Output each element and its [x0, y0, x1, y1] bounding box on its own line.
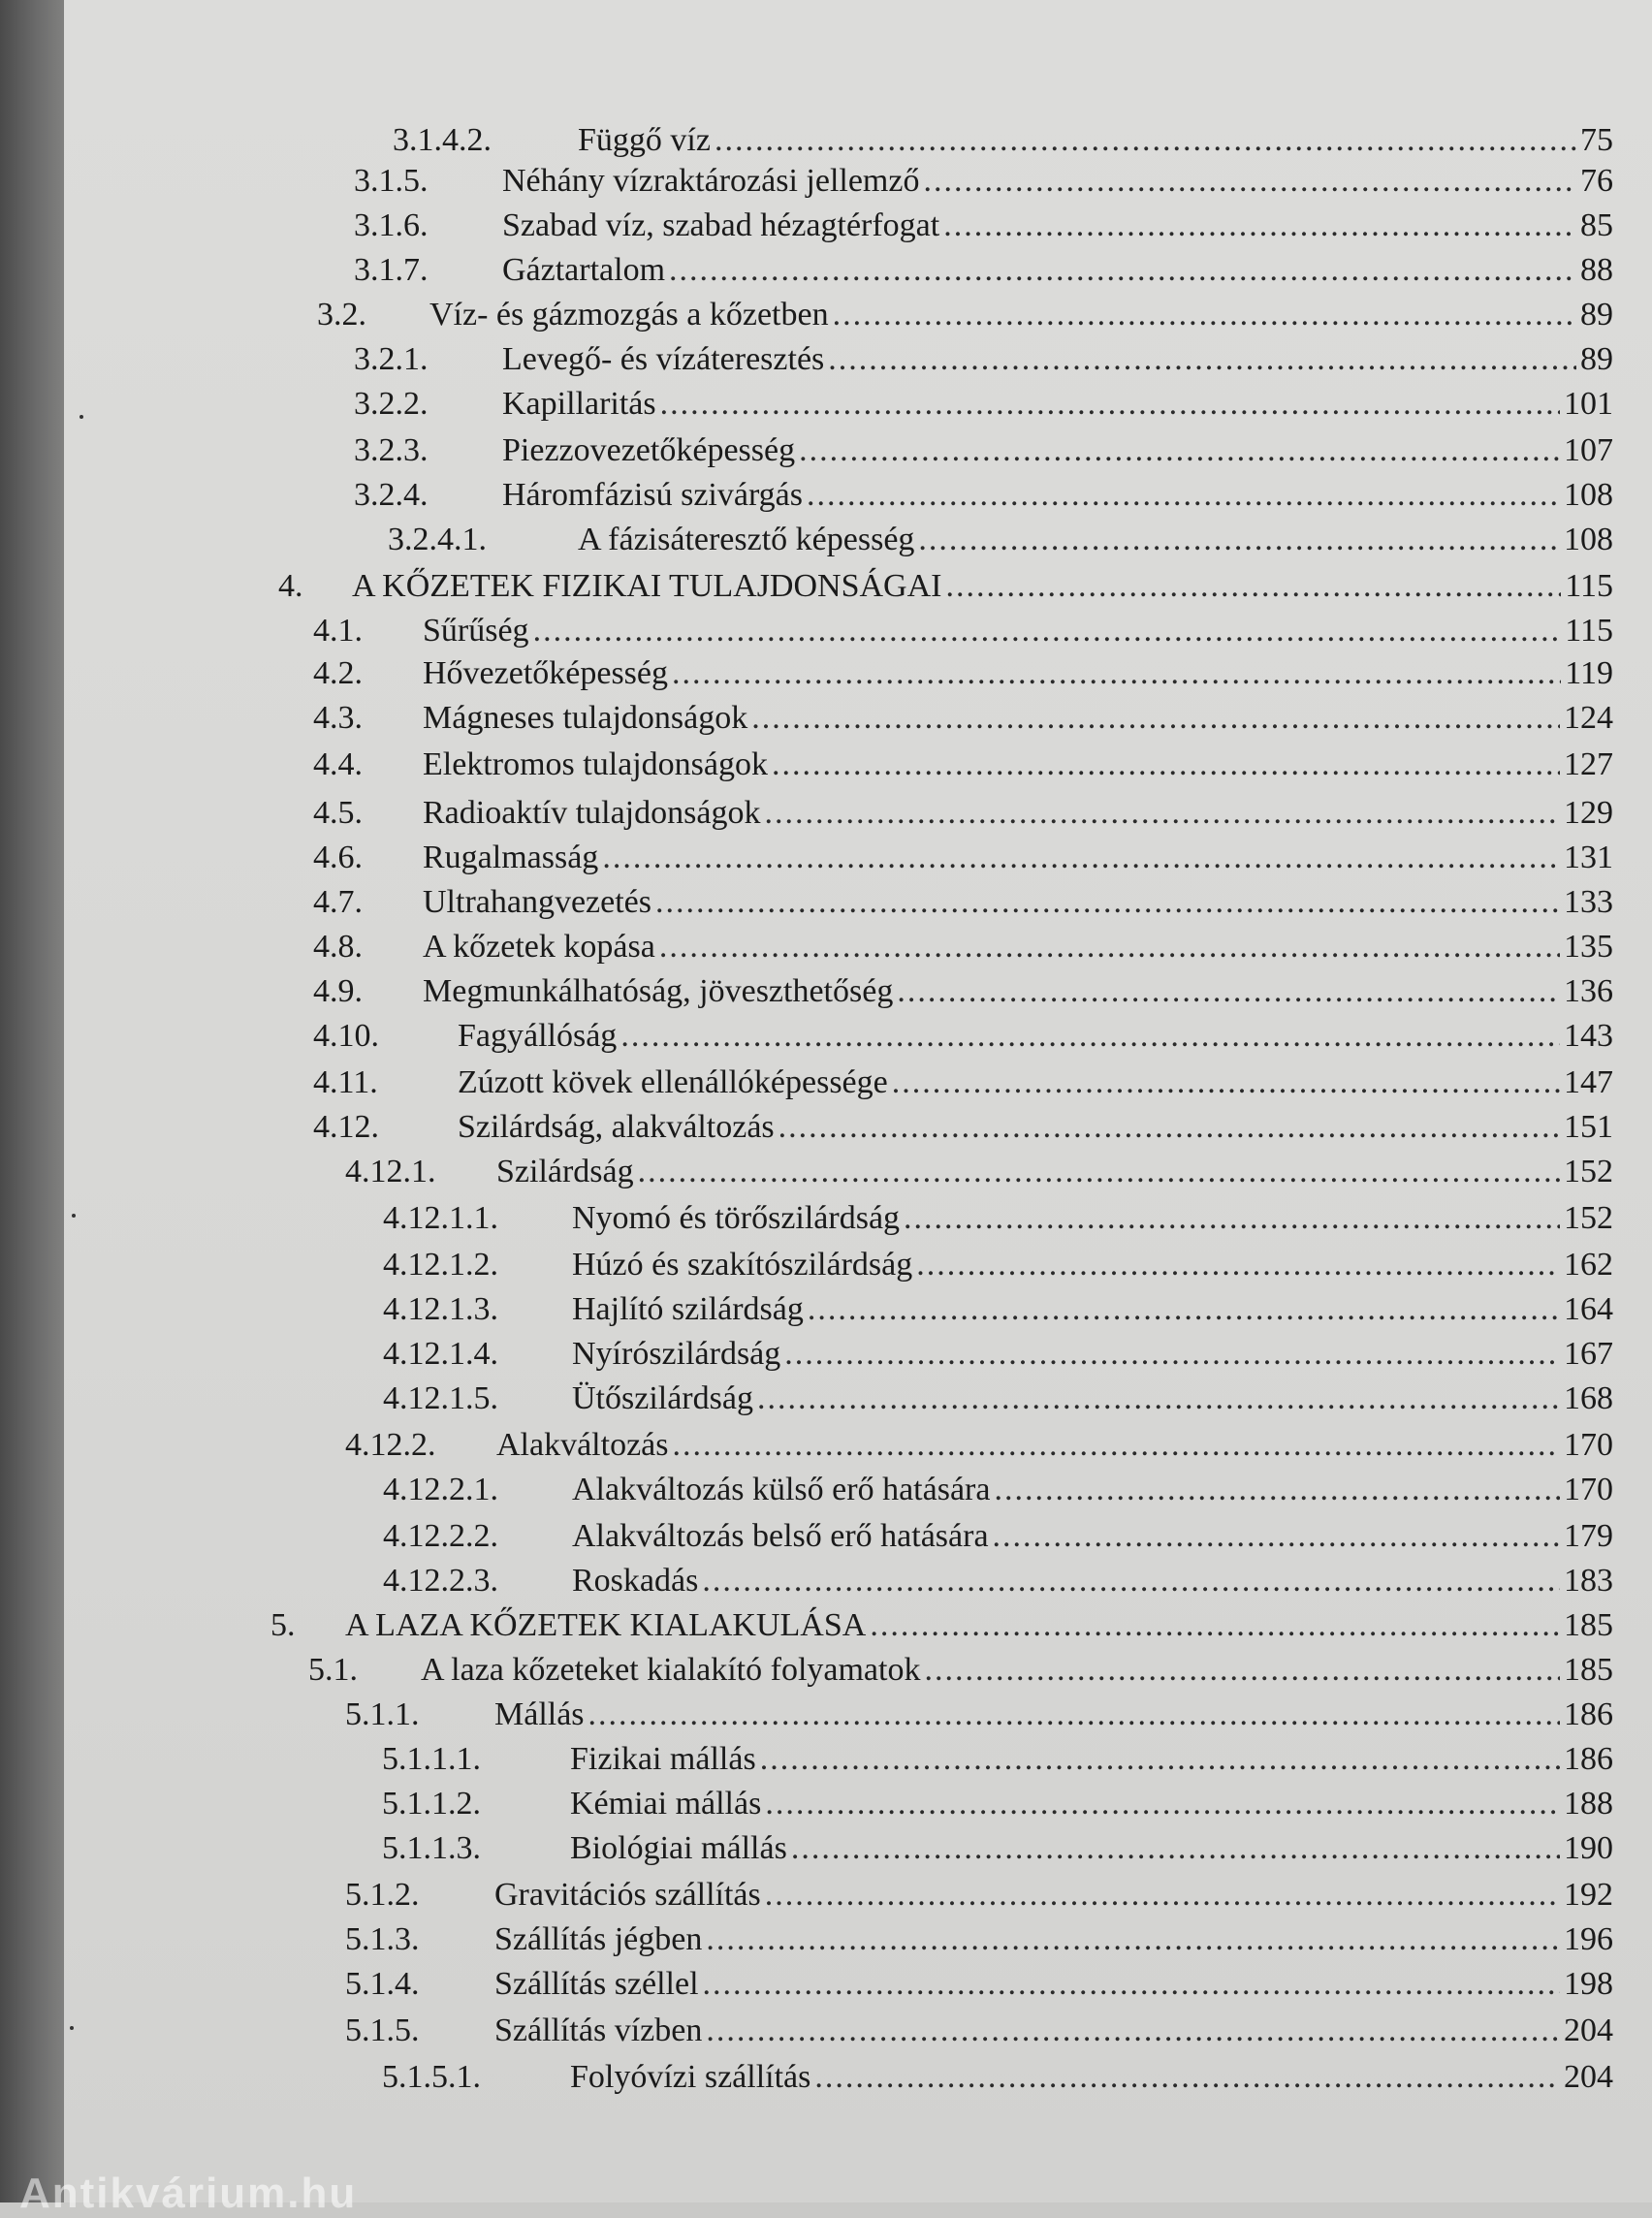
toc-entry — [383, 1287, 1613, 1332]
toc-entry — [345, 1962, 1613, 2007]
toc-entry-number: 4.11. — [313, 1064, 378, 1100]
toc-entry-page: 204 — [1564, 2012, 1613, 2048]
toc-entry — [354, 428, 1613, 473]
toc-entry-page: 143 — [1564, 1018, 1613, 1054]
toc-entry-page: 152 — [1564, 1154, 1613, 1189]
toc-entry-page: 115 — [1565, 613, 1613, 649]
toc-entry-page: 127 — [1564, 746, 1613, 782]
toc-entry-title: Szállítás jégben — [494, 1921, 703, 1957]
toc-entry-page: 129 — [1564, 795, 1613, 831]
toc-entry-title: Hővezetőképesség — [423, 655, 669, 691]
toc-entry-page: 85 — [1580, 207, 1613, 243]
toc-entry-number: 4.12.2.1. — [383, 1472, 498, 1507]
toc-entry-number: 4.12.1.4. — [383, 1336, 498, 1372]
toc-dot-leader — [672, 651, 1561, 696]
toc-dot-leader — [703, 1962, 1560, 2007]
toc-dot-leader — [702, 1559, 1560, 1603]
toc-entry-number: 4.6. — [313, 840, 363, 875]
toc-dot-leader — [828, 337, 1576, 382]
toc-entry-title: Mállás — [494, 1696, 585, 1732]
toc-dot-leader — [620, 1014, 1560, 1059]
toc-entry — [383, 1468, 1613, 1512]
toc-dot-leader — [993, 1514, 1560, 1559]
toc-entry-title: Kémiai mállás — [570, 1786, 762, 1822]
toc-dot-leader — [870, 1603, 1560, 1648]
toc-entry — [383, 1243, 1613, 1287]
toc-entry-title: Ultrahangvezetés — [423, 884, 651, 920]
toc-entry — [382, 1737, 1613, 1782]
toc-entry-number: 3.2.1. — [354, 341, 429, 377]
watermark-text: Antikvárium.hu — [19, 2170, 358, 2217]
toc-entry — [278, 564, 1613, 609]
toc-entry-page: 196 — [1564, 1921, 1613, 1957]
toc-entry-page: 115 — [1565, 568, 1613, 604]
toc-entry-number: 3.1.7. — [354, 252, 429, 288]
toc-dot-leader — [784, 1332, 1560, 1377]
toc-entry-page: 192 — [1564, 1877, 1613, 1913]
toc-entry-number: 3.2.4.1. — [388, 522, 487, 557]
toc-dot-leader — [945, 564, 1561, 609]
toc-entry-number: 3.1.5. — [354, 163, 429, 199]
toc-dot-leader — [791, 1826, 1560, 1871]
toc-dot-leader — [943, 204, 1576, 248]
toc-entry — [382, 1782, 1613, 1826]
toc-entry-title: Szállítás vízben — [494, 2012, 703, 2048]
toc-entry-title: Biológiai mállás — [570, 1830, 787, 1866]
toc-dot-leader — [814, 2055, 1560, 2100]
toc-entry-page: 162 — [1564, 1247, 1613, 1283]
toc-entry-page: 131 — [1564, 840, 1613, 875]
toc-entry-title: Alakváltozás külső erő hatására — [572, 1472, 991, 1507]
toc-entry-page: 186 — [1564, 1696, 1613, 1732]
toc-dot-leader — [765, 1873, 1560, 1917]
toc-entry — [345, 1150, 1613, 1194]
toc-entry-page: 88 — [1580, 252, 1613, 288]
toc-entry-title: A LAZA KŐZETEK KIALAKULÁSA — [345, 1607, 867, 1643]
toc-entry — [383, 1377, 1613, 1421]
toc-entry-title: Szállítás széllel — [494, 1966, 699, 2002]
toc-entry-number: 5.1.5. — [345, 2012, 420, 2048]
toc-dot-leader — [757, 1377, 1560, 1421]
toc-dot-leader — [897, 969, 1560, 1014]
toc-dot-leader — [533, 609, 1562, 653]
toc-entry — [354, 337, 1613, 382]
toc-entry-page: 179 — [1564, 1518, 1613, 1554]
toc-entry-title: Gáztartalom — [502, 252, 666, 288]
toc-entry-number: 5.1. — [308, 1652, 358, 1688]
toc-entry-title: Fizikai mállás — [570, 1741, 756, 1777]
toc-entry-number: 5. — [270, 1607, 296, 1643]
toc-entry-title: A fázisáteresztő képesség — [578, 522, 915, 557]
toc-entry-number: 4.12.1.1. — [383, 1200, 498, 1236]
toc-dot-leader — [659, 925, 1560, 969]
toc-entry-number: 5.1.1.2. — [382, 1786, 481, 1822]
toc-entry-page: 89 — [1580, 297, 1613, 333]
toc-dot-leader — [772, 743, 1560, 787]
toc-entry — [313, 1105, 1613, 1150]
toc-entry — [354, 159, 1613, 204]
toc-entry-number: 4.10. — [313, 1018, 379, 1054]
toc-entry-title: Hajlító szilárdság — [572, 1291, 804, 1327]
toc-dot-leader — [892, 1061, 1560, 1105]
toc-entry-number: 3.2.2. — [354, 386, 429, 422]
toc-entry-title: Roskadás — [572, 1563, 699, 1599]
toc-entry — [313, 880, 1613, 925]
toc-dot-leader — [923, 159, 1576, 204]
toc-entry-title: Nyomó és törőszilárdság — [572, 1200, 901, 1236]
toc-entry-number: 5.1.2. — [345, 1877, 420, 1913]
toc-entry-title: Folyóvízi szállítás — [570, 2059, 811, 2095]
toc-dot-leader — [669, 248, 1576, 293]
toc-entry-title: Zúzott kövek ellenállóképessége — [458, 1064, 888, 1100]
toc-dot-leader — [751, 696, 1560, 741]
toc-entry-number: 5.1.5.1. — [382, 2059, 481, 2095]
toc-dot-leader — [916, 1243, 1560, 1287]
toc-entry-page: 170 — [1564, 1427, 1613, 1463]
toc-entry-number: 4.12.1. — [345, 1154, 436, 1189]
toc-entry — [345, 1917, 1613, 1962]
toc-entry — [270, 1603, 1613, 1648]
toc-dot-leader — [807, 473, 1560, 518]
toc-entry-title: Szilárdság — [496, 1154, 634, 1189]
toc-dot-leader — [602, 836, 1560, 880]
toc-entry-title: Háromfázisú szivárgás — [502, 477, 803, 513]
toc-entry-page: 190 — [1564, 1830, 1613, 1866]
toc-dot-leader — [994, 1468, 1560, 1512]
toc-entry-title: Szabad víz, szabad hézagtérfogat — [502, 207, 940, 243]
toc-entry — [393, 118, 1613, 163]
toc-dot-leader — [715, 118, 1576, 163]
toc-dot-leader — [918, 518, 1560, 562]
toc-dot-leader — [706, 1917, 1560, 1962]
toc-entry-page: 135 — [1564, 929, 1613, 965]
toc-entry — [313, 925, 1613, 969]
toc-dot-leader — [655, 880, 1560, 925]
toc-entry-page: 188 — [1564, 1786, 1613, 1822]
toc-entry-page: 76 — [1580, 163, 1613, 199]
toc-entry — [313, 969, 1613, 1014]
toc-entry-title: Gravitációs szállítás — [494, 1877, 761, 1913]
toc-entry — [345, 1693, 1613, 1737]
toc-entry-number: 3.2.3. — [354, 432, 429, 468]
toc-entry-number: 4.12.2.2. — [383, 1518, 498, 1554]
toc-entry-title: Radioaktív tulajdonságok — [423, 795, 761, 831]
toc-entry — [383, 1559, 1613, 1603]
toc-entry — [313, 743, 1613, 787]
toc-entry-title: Rugalmasság — [423, 840, 599, 875]
toc-entry — [383, 1332, 1613, 1377]
toc-entry-page: 101 — [1564, 386, 1613, 422]
toc-entry-number: 4. — [278, 568, 303, 604]
toc-dot-leader — [638, 1150, 1560, 1194]
toc-entry-number: 4.1. — [313, 613, 363, 649]
toc-entry-number: 4.12.2.3. — [383, 1563, 498, 1599]
page-speck — [79, 415, 83, 419]
page-speck — [70, 2026, 74, 2030]
toc-entry-number: 5.1.4. — [345, 1966, 420, 2002]
toc-dot-leader — [760, 1737, 1560, 1782]
toc-entry — [313, 651, 1613, 696]
toc-entry — [317, 293, 1613, 337]
toc-dot-leader — [764, 791, 1560, 836]
toc-entry-number: 3.1.6. — [354, 207, 429, 243]
toc-entry — [354, 473, 1613, 518]
toc-entry — [308, 1648, 1613, 1693]
toc-entry-title: Húzó és szakítószilárdság — [572, 1247, 913, 1283]
toc-entry-title: Fagyállóság — [458, 1018, 618, 1054]
toc-entry-title: Ütőszilárdság — [572, 1380, 753, 1416]
toc-entry — [354, 382, 1613, 427]
toc-entry-number: 3.1.4.2. — [393, 122, 492, 158]
toc-entry-number: 5.1.1.3. — [382, 1830, 481, 1866]
toc-dot-leader — [778, 1105, 1560, 1150]
toc-entry-page: 168 — [1564, 1380, 1613, 1416]
toc-entry-number: 5.1.3. — [345, 1921, 420, 1957]
toc-entry — [345, 1873, 1613, 1917]
toc-entry-page: 185 — [1564, 1652, 1613, 1688]
toc-dot-leader — [673, 1423, 1561, 1468]
toc-entry — [354, 204, 1613, 248]
toc-entry-title: A kőzetek kopása — [423, 929, 655, 965]
toc-entry-page: 133 — [1564, 884, 1613, 920]
toc-entry-title: Víz- és gázmozgás a kőzetben — [429, 297, 829, 333]
toc-entry-page: 152 — [1564, 1200, 1613, 1236]
toc-entry — [383, 1514, 1613, 1559]
toc-entry-title: A KŐZETEK FIZIKAI TULAJDONSÁGAI — [352, 568, 942, 604]
toc-dot-leader — [765, 1782, 1560, 1826]
toc-entry-number: 5.1.1. — [345, 1696, 420, 1732]
toc-entry-number: 4.8. — [313, 929, 363, 965]
toc-entry — [313, 1061, 1613, 1105]
toc-entry — [313, 836, 1613, 880]
toc-entry-title: Elektromos tulajdonságok — [423, 746, 769, 782]
toc-entry-page: 119 — [1565, 655, 1613, 691]
toc-entry-title: A laza kőzeteket kialakító folyamatok — [421, 1652, 921, 1688]
toc-dot-leader — [660, 382, 1560, 427]
toc-entry-title: Alakváltozás belső erő hatására — [572, 1518, 989, 1554]
toc-entry — [383, 1196, 1613, 1241]
toc-entry — [382, 2055, 1613, 2100]
toc-entry-page: 124 — [1564, 700, 1613, 736]
toc-entry-number: 4.12. — [313, 1109, 379, 1145]
toc-entry-page: 167 — [1564, 1336, 1613, 1372]
toc-entry-page: 186 — [1564, 1741, 1613, 1777]
toc-entry-page: 198 — [1564, 1966, 1613, 2002]
toc-entry — [313, 609, 1613, 653]
toc-entry — [345, 1423, 1613, 1468]
toc-entry-page: 75 — [1580, 122, 1613, 158]
toc-entry-page: 108 — [1564, 522, 1613, 557]
toc-entry-page: 183 — [1564, 1563, 1613, 1599]
toc-entry-page: 185 — [1564, 1607, 1613, 1643]
toc-entry-title: Szilárdság, alakváltozás — [458, 1109, 775, 1145]
toc-entry-title: Megmunkálhatóság, jöveszthetőség — [423, 973, 894, 1009]
toc-entry-page: 107 — [1564, 432, 1613, 468]
toc-entry-title: Függő víz — [578, 122, 711, 158]
toc-dot-leader — [833, 293, 1576, 337]
toc-entry — [354, 248, 1613, 293]
toc-entry-number: 4.3. — [313, 700, 363, 736]
toc-entry-title: Levegő- és vízáteresztés — [502, 341, 825, 377]
page-speck — [72, 1214, 76, 1218]
toc-entry-number: 4.9. — [313, 973, 363, 1009]
toc-entry-number: 4.12.1.2. — [383, 1247, 498, 1283]
toc-dot-leader — [924, 1648, 1560, 1693]
toc-entry — [382, 1826, 1613, 1871]
toc-entry-title: Nyírószilárdság — [572, 1336, 781, 1372]
toc-entry-number: 3.2.4. — [354, 477, 429, 513]
toc-entry-page: 170 — [1564, 1472, 1613, 1507]
toc-entry-number: 4.12.1.5. — [383, 1380, 498, 1416]
toc-entry-page: 204 — [1564, 2059, 1613, 2095]
toc-entry-number: 3.2. — [317, 297, 366, 333]
toc-entry-page: 164 — [1564, 1291, 1613, 1327]
toc-entry-title: Sűrűség — [423, 613, 529, 649]
toc-entry-title: Mágneses tulajdonságok — [423, 700, 748, 736]
toc-dot-leader — [706, 2009, 1560, 2053]
toc-entry-page: 151 — [1564, 1109, 1613, 1145]
toc-entry — [388, 518, 1613, 562]
toc-entry-number: 4.12.2. — [345, 1427, 436, 1463]
toc-entry-page: 108 — [1564, 477, 1613, 513]
toc-entry-page: 147 — [1564, 1064, 1613, 1100]
toc-entry-title: Néhány vízraktározási jellemző — [502, 163, 920, 199]
toc-entry — [313, 1014, 1613, 1059]
toc-dot-leader — [799, 428, 1560, 473]
toc-entry-title: Alakváltozás — [496, 1427, 669, 1463]
toc-entry-number: 4.4. — [313, 746, 363, 782]
toc-entry-number: 4.12.1.3. — [383, 1291, 498, 1327]
toc-entry-number: 4.2. — [313, 655, 363, 691]
toc-entry-number: 5.1.1.1. — [382, 1741, 481, 1777]
toc-entry-number: 4.5. — [313, 795, 363, 831]
toc-entry-page: 89 — [1580, 341, 1613, 377]
toc-entry-page: 136 — [1564, 973, 1613, 1009]
toc-entry — [313, 791, 1613, 836]
toc-dot-leader — [808, 1287, 1560, 1332]
toc-entry — [345, 2009, 1613, 2053]
toc-entry-number: 4.7. — [313, 884, 363, 920]
toc-entry-title: Kapillaritás — [502, 386, 656, 422]
toc-entry — [313, 696, 1613, 741]
toc-dot-leader — [588, 1693, 1560, 1737]
toc-entry-title: Piezzovezetőképesség — [502, 432, 796, 468]
toc-dot-leader — [904, 1196, 1560, 1241]
